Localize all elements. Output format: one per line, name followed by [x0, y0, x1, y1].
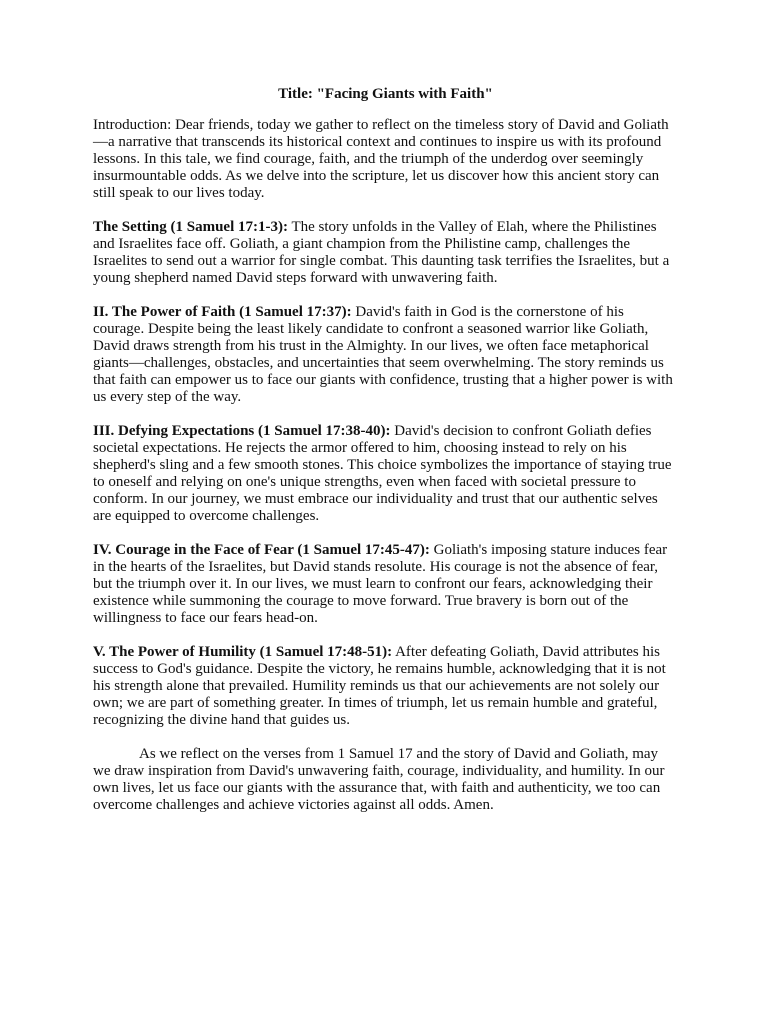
section-body: David's faith in God is the cornerstone of his courage. Despite being the least likely candidate to confront a seasoned warrior like Goliath, David draws strength from his trust in the Almighty. In our lives, we often face metaphorical giants—challenges, obstacles, and uncertainties that seem overwhelming. The story reminds us that faith can empower us to face our giants with confidence, trusting that a higher power is with us every step of the way.	[93, 304, 673, 405]
section-heading: IV. Courage in the Face of Fear (1 Samuel 17:45-47):	[93, 542, 430, 558]
section-power-of-faith	[93, 304, 676, 406]
section-setting	[93, 219, 676, 287]
section-heading: The Setting (1 Samuel 17:1-3):	[93, 219, 288, 235]
section-body: After defeating Goliath, David attributes his success to God's guidance. Despite the victory, he remains humble, acknowledging that it is not his strength alone that prevailed. Humility reminds us that our achievements are not solely our own; we are part of something greater. In times of triumph, let us remain humble and grateful, recognizing the divine hand that guides us.	[93, 644, 666, 728]
section-body: Goliath's imposing stature induces fear in the hearts of the Israelites, but David stands resolute. His courage is not the absence of fear, but the triumph over it. In our lives, we must learn to confront our fears, acknowledging their existence while summoning the courage to move forward. True bravery is born out of the willingness to face our fears head-on.	[93, 542, 668, 626]
section-heading: V. The Power of Humility (1 Samuel 17:48-51):	[93, 644, 393, 660]
section-courage	[93, 542, 676, 627]
conclusion-paragraph: As we reflect on the verses from 1 Samuel 17 and the story of David and Goliath, may we draw inspiration from David's unwavering faith, courage, individuality, and humility. In our own lives, let us face our giants with the assurance that, with faith and authenticity, we too can overcome challenges and achieve victories against all odds. Amen.	[93, 746, 665, 813]
section-heading: III. Defying Expectations (1 Samuel 17:38-40):	[93, 423, 391, 439]
document-title: Title: "Facing Giants with Faith"	[278, 86, 493, 102]
section-humility	[93, 644, 676, 729]
section-body: David's decision to confront Goliath defies societal expectations. He rejects the armor offered to him, choosing instead to rely on his shepherd's sling and a few smooth stones. This choice symbolizes the importance of staying true to oneself and relying on one's unique strengths, even when faced with societal pressure to conform. In our journey, we must embrace our individuality and trust that our authentic selves are equipped to overcome challenges.	[93, 423, 672, 524]
section-body: The story unfolds in the Valley of Elah, where the Philistines and Israelites face off. Goliath, a giant champion from the Philistine camp, challenges the Israelites to send out a warrior for single combat. This daunting task terrifies the Israelites, but a young shepherd named David steps forward with unwavering faith.	[93, 219, 670, 286]
section-defying-expectations	[93, 423, 676, 525]
section-heading: II. The Power of Faith (1 Samuel 17:37):	[93, 304, 352, 320]
introduction-paragraph: Introduction: Dear friends, today we gather to reflect on the timeless story of David and Goliath—a narrative that transcends its historical context and continues to inspire us with its profound lessons. In this tale, we find courage, faith, and the triumph of the underdog over seemingly insurmountable odds. As we delve into the scripture, let us discover how this ancient story can still speak to our lives today.	[93, 117, 669, 201]
